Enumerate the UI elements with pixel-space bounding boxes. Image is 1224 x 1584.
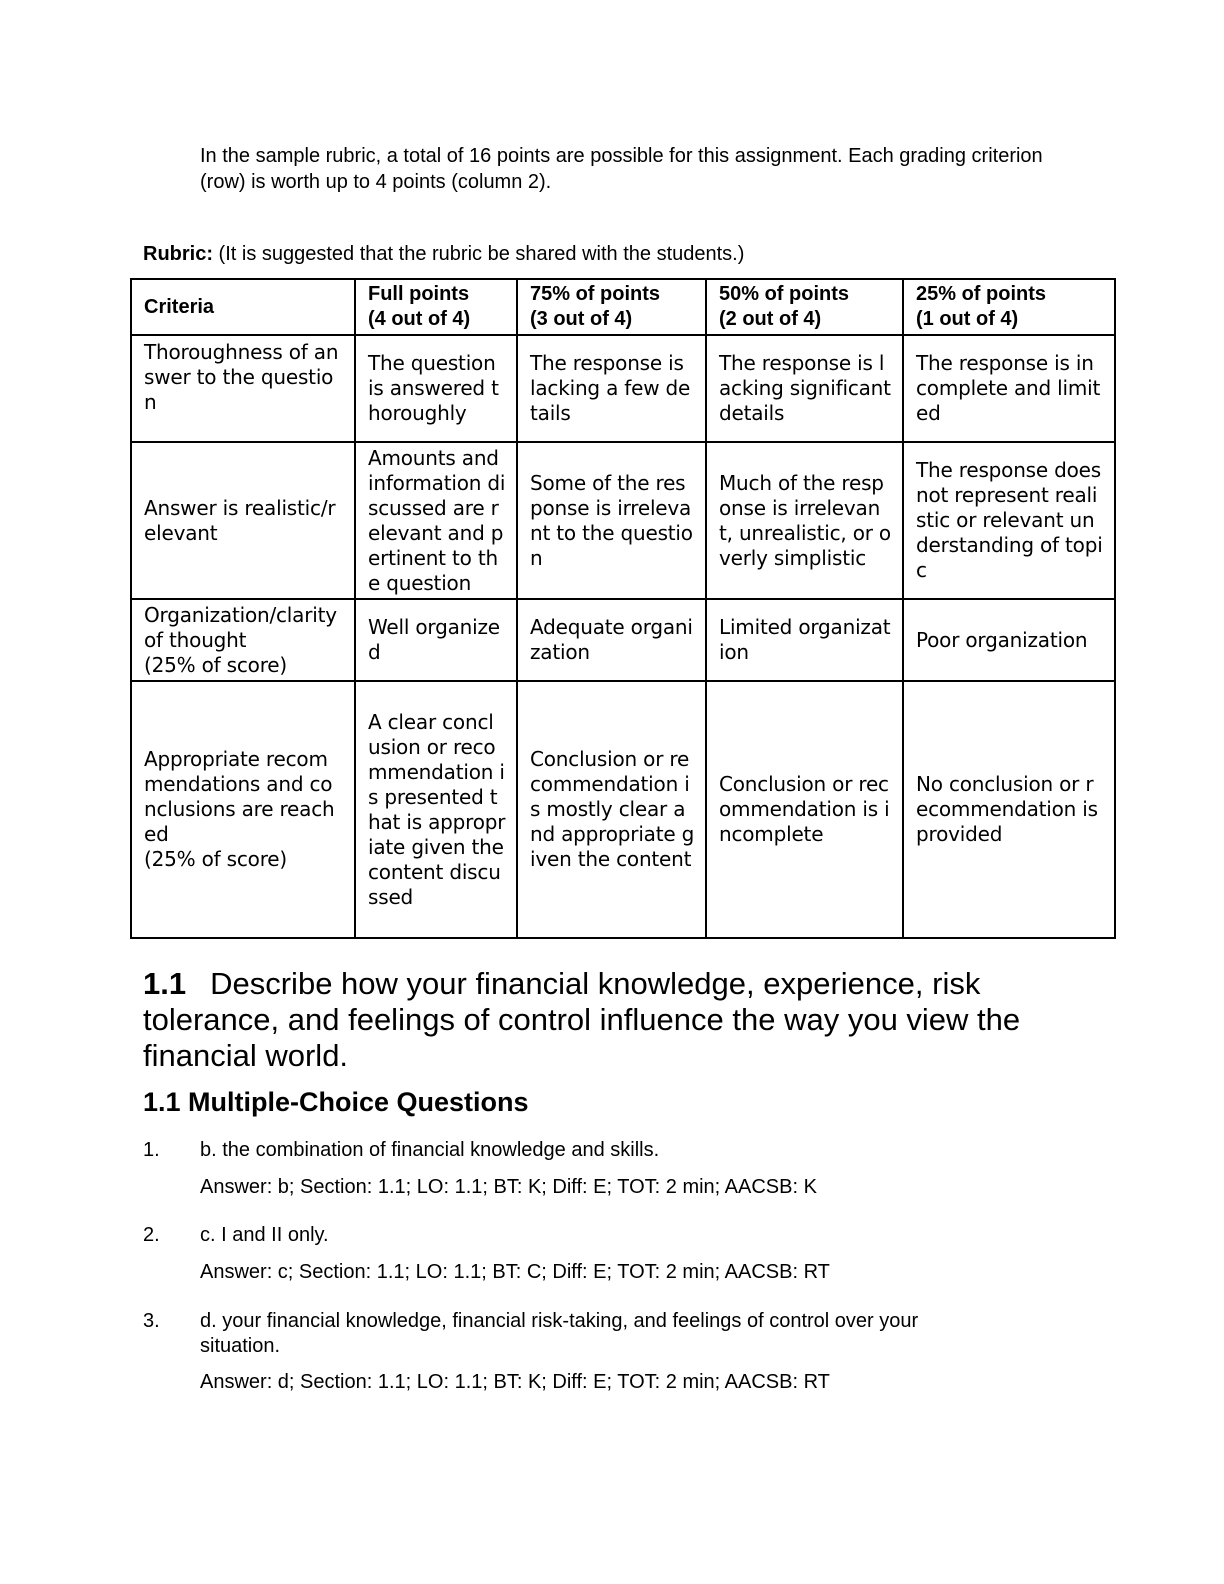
table-cell: The response is lacking a few details: [517, 335, 706, 442]
table-row: [131, 335, 1115, 442]
table-cell: Answer is realistic/relevant: [131, 442, 355, 599]
table-cell: Conclusion or recommendation is incomplete: [706, 681, 903, 938]
table-cell: Organization/clarity of thought (25% of score): [131, 599, 355, 681]
table-cell: The question is answered thoroughly: [355, 335, 517, 442]
table-cell: Limited organization: [706, 599, 903, 681]
table-row: [131, 681, 1115, 938]
section-number: 1.1: [143, 966, 187, 1001]
rubric-header-row: [131, 279, 1115, 335]
question-answer: Answer: d; Section: 1.1; LO: 1.1; BT: K; Diff: E; TOT: 2 min; AACSB: RT: [200, 1371, 830, 1393]
table-row: [131, 599, 1115, 681]
question-number: 3.: [143, 1310, 160, 1332]
header-75-points: 75% of points (3 out of 4): [517, 279, 706, 335]
section-title: Describe how your financial knowledge, experience, risk tolerance, and feelings of control influence the way you view the financial world.: [143, 966, 1021, 1073]
table-cell: Much of the response is irrelevant, unrealistic, or overly simplistic: [706, 442, 903, 599]
table-cell: Conclusion or recommendation is mostly clear and appropriate given the content: [517, 681, 706, 938]
table-cell: The response is lacking significant details: [706, 335, 903, 442]
question-text: b. the combination of financial knowledge and skills.: [200, 1139, 660, 1161]
table-cell: Poor organization: [903, 599, 1115, 681]
question-text: d. your financial knowledge, financial risk-taking, and feelings of control over your situation.: [200, 1310, 919, 1357]
table-cell: Some of the response is irrelevant to the question: [517, 442, 706, 599]
table-cell: Thoroughness of answer to the question: [131, 335, 355, 442]
header-criteria: Criteria: [131, 279, 355, 335]
intro-paragraph: In the sample rubric, a total of 16 points are possible for this assignment. Each grading criterion (row) is worth up to 4 points (column 2).: [200, 145, 1043, 193]
table-cell: Adequate organization: [517, 599, 706, 681]
table-cell: The response does not represent realistic or relevant understanding of topic: [903, 442, 1115, 599]
table-cell: A clear conclusion or recommendation is presented that is appropriate given the content discussed: [355, 681, 517, 938]
table-cell: Appropriate recommendations and conclusions are reached (25% of score): [131, 681, 355, 938]
header-25-points: 25% of points (1 out of 4): [903, 279, 1115, 335]
rubric-caption: [143, 241, 744, 267]
table-cell: No conclusion or recommendation is provided: [903, 681, 1115, 938]
header-50-points: 50% of points (2 out of 4): [706, 279, 903, 335]
rubric-table: [130, 278, 1116, 939]
table-cell: Well organized: [355, 599, 517, 681]
question-text: c. I and II only.: [200, 1224, 329, 1246]
table-row: [131, 442, 1115, 599]
question-number: 2.: [143, 1224, 160, 1246]
question-number: 1.: [143, 1139, 160, 1161]
question-answer: Answer: b; Section: 1.1; LO: 1.1; BT: K; Diff: E; TOT: 2 min; AACSB: K: [200, 1176, 817, 1198]
section-heading: [143, 966, 1073, 1074]
header-full-points: Full points (4 out of 4): [355, 279, 517, 335]
rubric-caption-note: (It is suggested that the rubric be shared with the students.): [213, 243, 745, 265]
mcq-heading: 1.1 Multiple-Choice Questions: [143, 1087, 529, 1117]
rubric-caption-label: Rubric:: [143, 243, 213, 265]
table-cell: The response is incomplete and limited: [903, 335, 1115, 442]
table-cell: Amounts and information discussed are relevant and pertinent to the question: [355, 442, 517, 599]
question-answer: Answer: c; Section: 1.1; LO: 1.1; BT: C; Diff: E; TOT: 2 min; AACSB: RT: [200, 1261, 830, 1283]
